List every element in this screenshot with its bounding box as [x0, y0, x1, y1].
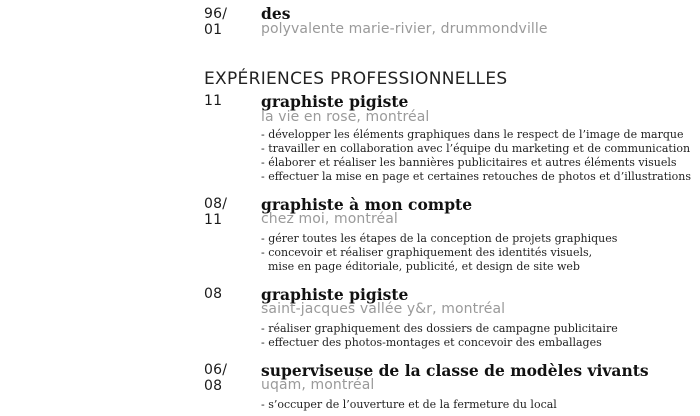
- education-title: des: [261, 4, 291, 23]
- job-3-bullet: - effectuer des photos-montages et concevoir des emballages: [261, 336, 602, 349]
- job-1-date: 11: [204, 93, 223, 109]
- job-4-place: uqam, montréal: [261, 377, 375, 393]
- job-4-date-start: 06/: [204, 362, 228, 378]
- job-4-date-end: 08: [204, 378, 223, 394]
- job-2-place: chez moi, montréal: [261, 211, 398, 227]
- job-3-place: saint-jacques vallée y&r, montréal: [261, 301, 506, 317]
- section-heading-experiences: EXPÉRIENCES PROFESSIONNELLES: [204, 69, 508, 89]
- job-2-date-end: 11: [204, 212, 223, 228]
- job-1-bullet: - travailler en collaboration avec l’équipe du marketing et de communication: [261, 142, 691, 155]
- job-1-bullet: - développer les éléments graphiques dans le respect de l’image de marque: [261, 128, 684, 141]
- job-3-date: 08: [204, 286, 223, 302]
- job-2-date-start: 08/: [204, 196, 228, 212]
- job-2-bullet: - concevoir et réaliser graphiquement des identités visuels,: [261, 246, 593, 259]
- job-2-bullet: mise en page éditoriale, publicité, et design de site web: [261, 260, 580, 273]
- job-1-bullet: - élaborer et réaliser les bannières publicitaires et autres éléments visuels: [261, 156, 677, 169]
- job-1-title: graphiste pigiste: [261, 92, 409, 111]
- job-4-title: superviseuse de la classe de modèles vivants: [261, 361, 649, 380]
- education-date-end: 01: [204, 22, 223, 38]
- job-3-title: graphiste pigiste: [261, 285, 409, 304]
- job-1-bullet: - effectuer la mise en page et certaines retouches de photos et d’illustrations: [261, 170, 692, 183]
- education-place: polyvalente marie-rivier, drummondville: [261, 21, 548, 37]
- job-2-bullet: - gérer toutes les étapes de la conception de projets graphiques: [261, 232, 618, 245]
- job-4-bullet: - s’occuper de l’ouverture et de la fermeture du local: [261, 398, 557, 411]
- job-3-bullet: - réaliser graphiquement des dossiers de campagne publicitaire: [261, 322, 618, 335]
- job-2-title: graphiste à mon compte: [261, 195, 473, 214]
- job-1-place: la vie en rose, montréal: [261, 109, 430, 125]
- education-date-start: 96/: [204, 6, 228, 22]
